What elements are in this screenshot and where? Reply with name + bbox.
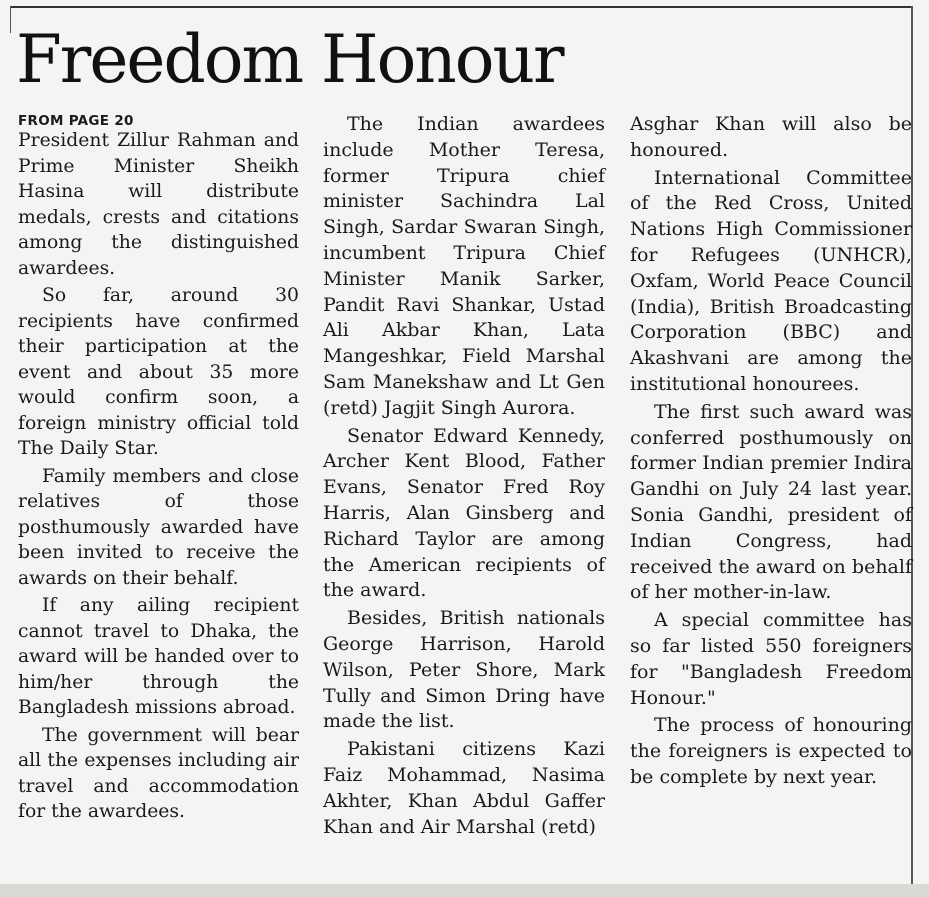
paragraph: Senator Edward Kennedy, Archer Kent Blood, Father Evans, Senator Fred Roy Harris, Alan Ginsberg and Richard Taylor are among the American recipients of the award. bbox=[323, 424, 605, 602]
paragraph: If any ailing recipient cannot travel to Dhaka, the award will be handed over to him/her through the Bangladesh missions abroad. bbox=[18, 595, 299, 718]
kicker: FROM PAGE 20 bbox=[18, 113, 134, 129]
paragraph: Pakistani citizens Kazi Faiz Mohammad, Nasima Akhter, Khan Abdul Gaffer Khan and Air Marshal (retd) bbox=[323, 738, 605, 838]
headline: Freedom Honour bbox=[16, 21, 563, 98]
paragraph: Asghar Khan will also be honoured. bbox=[630, 113, 912, 161]
paragraph: Besides, British nationals George Harrison, Harold Wilson, Peter Shore, Mark Tully and Simon Dring have made the list. bbox=[323, 607, 605, 733]
paragraph: A special committee has so far listed 550 foreigners for "Bangladesh Freedom Honour." bbox=[630, 609, 912, 709]
left-rule bbox=[10, 6, 11, 33]
bottom-edge bbox=[0, 884, 929, 897]
paragraph: International Committee of the Red Cross, United Nations High Commissioner for Refugees (UNHCR), Oxfam, World Peace Council (India), British Broadcasting Corporation (BBC) and Akashvani are among the institutional honourees. bbox=[630, 166, 912, 395]
paragraph: President Zillur Rahman and Prime Minister Sheikh Hasina will distribute medals, crests and citations among the distinguished awardees. bbox=[18, 130, 299, 279]
paragraph: So far, around 30 recipients have confirmed their participation at the event and about 35 more would confirm soon, a foreign ministry official told The Daily Star. bbox=[18, 285, 299, 459]
paragraph: The process of honouring the foreigners is expected to be complete by next year. bbox=[630, 714, 912, 788]
column-2 bbox=[323, 112, 605, 840]
paragraph: The Indian awardees include Mother Teresa, former Tripura chief minister Sachindra Lal Singh, Sardar Swaran Singh, incumbent Tripura Chief Minister Manik Sarker, Pandit Ravi Shankar, Ustad Ali Akbar Khan, Lata Mangeshkar, Field Marshal Sam Manekshaw and Lt Gen (retd) Jagjit Singh Aurora. bbox=[323, 113, 605, 419]
paragraph: The first such award was conferred posthumously on former Indian premier Indira Gandhi on July 24 last year. Sonia Gandhi, president of Indian Congress, had received the award on behalf of her mother-in-law. bbox=[630, 400, 912, 604]
top-rule bbox=[10, 6, 912, 8]
paragraph: The government will bear all the expenses including air travel and accommodation for the awardees. bbox=[18, 724, 299, 822]
column-1 bbox=[18, 112, 299, 825]
column-3 bbox=[630, 112, 912, 791]
paragraph: Family members and close relatives of those posthumously awarded have been invited to receive the awards on their behalf. bbox=[18, 465, 299, 589]
